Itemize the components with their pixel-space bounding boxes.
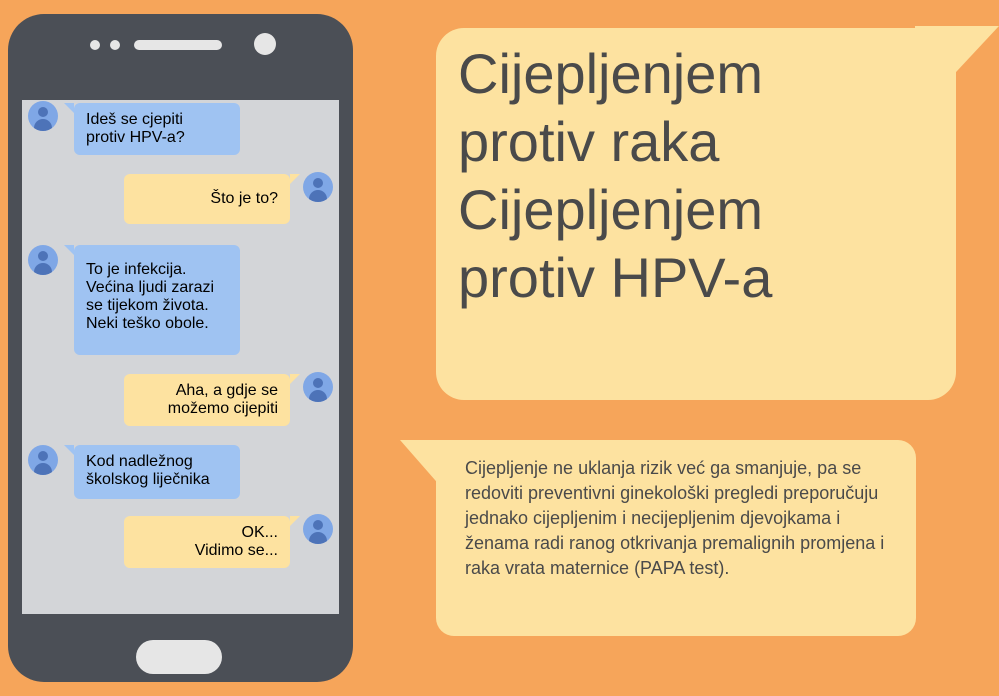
home-button xyxy=(136,640,222,674)
chat-message-outgoing xyxy=(124,174,290,224)
chat-message-outgoing xyxy=(124,516,290,568)
message-text: Aha, a gdje se možemo cijepiti xyxy=(167,382,278,417)
chat-message-incoming xyxy=(74,103,240,155)
headline-text: Cijepljenjem protiv raka Cijepljenjem protiv HPV-a xyxy=(458,42,773,309)
sensor-dot xyxy=(90,40,100,50)
front-camera xyxy=(254,33,276,55)
user-avatar-icon xyxy=(303,372,333,402)
bubble-tail xyxy=(290,516,300,526)
bubble-tail xyxy=(290,174,300,184)
bubble-tail xyxy=(64,245,74,255)
info-text: Cijepljenje ne uklanja rizik već ga smanjuje, pa se redoviti preventivni ginekološki pregledi preporučuju jednako cijepljenim i necijepljenim djevojkama i ženama radi ranog otkrivanja premalignih promjena i raka vrata maternice (PAPA test). xyxy=(465,458,885,578)
chat-message-incoming xyxy=(74,245,240,355)
message-text: Ideš se cjepiti protiv HPV-a? xyxy=(86,111,185,146)
bubble-tail xyxy=(64,445,74,455)
bubble-tail xyxy=(290,374,300,384)
chat-message-outgoing xyxy=(124,374,290,426)
user-avatar-icon xyxy=(303,514,333,544)
user-avatar-icon xyxy=(303,172,333,202)
message-text: Kod nadležnog školskog liječnika xyxy=(86,453,210,488)
message-text: To je infekcija. Većina ljudi zarazi se tijekom života. Neki teško obole. xyxy=(86,261,215,332)
bubble-tail xyxy=(64,103,74,113)
message-text: OK... Vidimo se... xyxy=(194,524,278,559)
sensor-dot xyxy=(110,40,120,50)
user-avatar-icon xyxy=(28,245,58,275)
user-avatar-icon xyxy=(28,101,58,131)
speaker-grille xyxy=(134,40,222,50)
chat-message-incoming xyxy=(74,445,240,499)
user-avatar-icon xyxy=(28,445,58,475)
message-text: Što je to? xyxy=(210,190,278,207)
